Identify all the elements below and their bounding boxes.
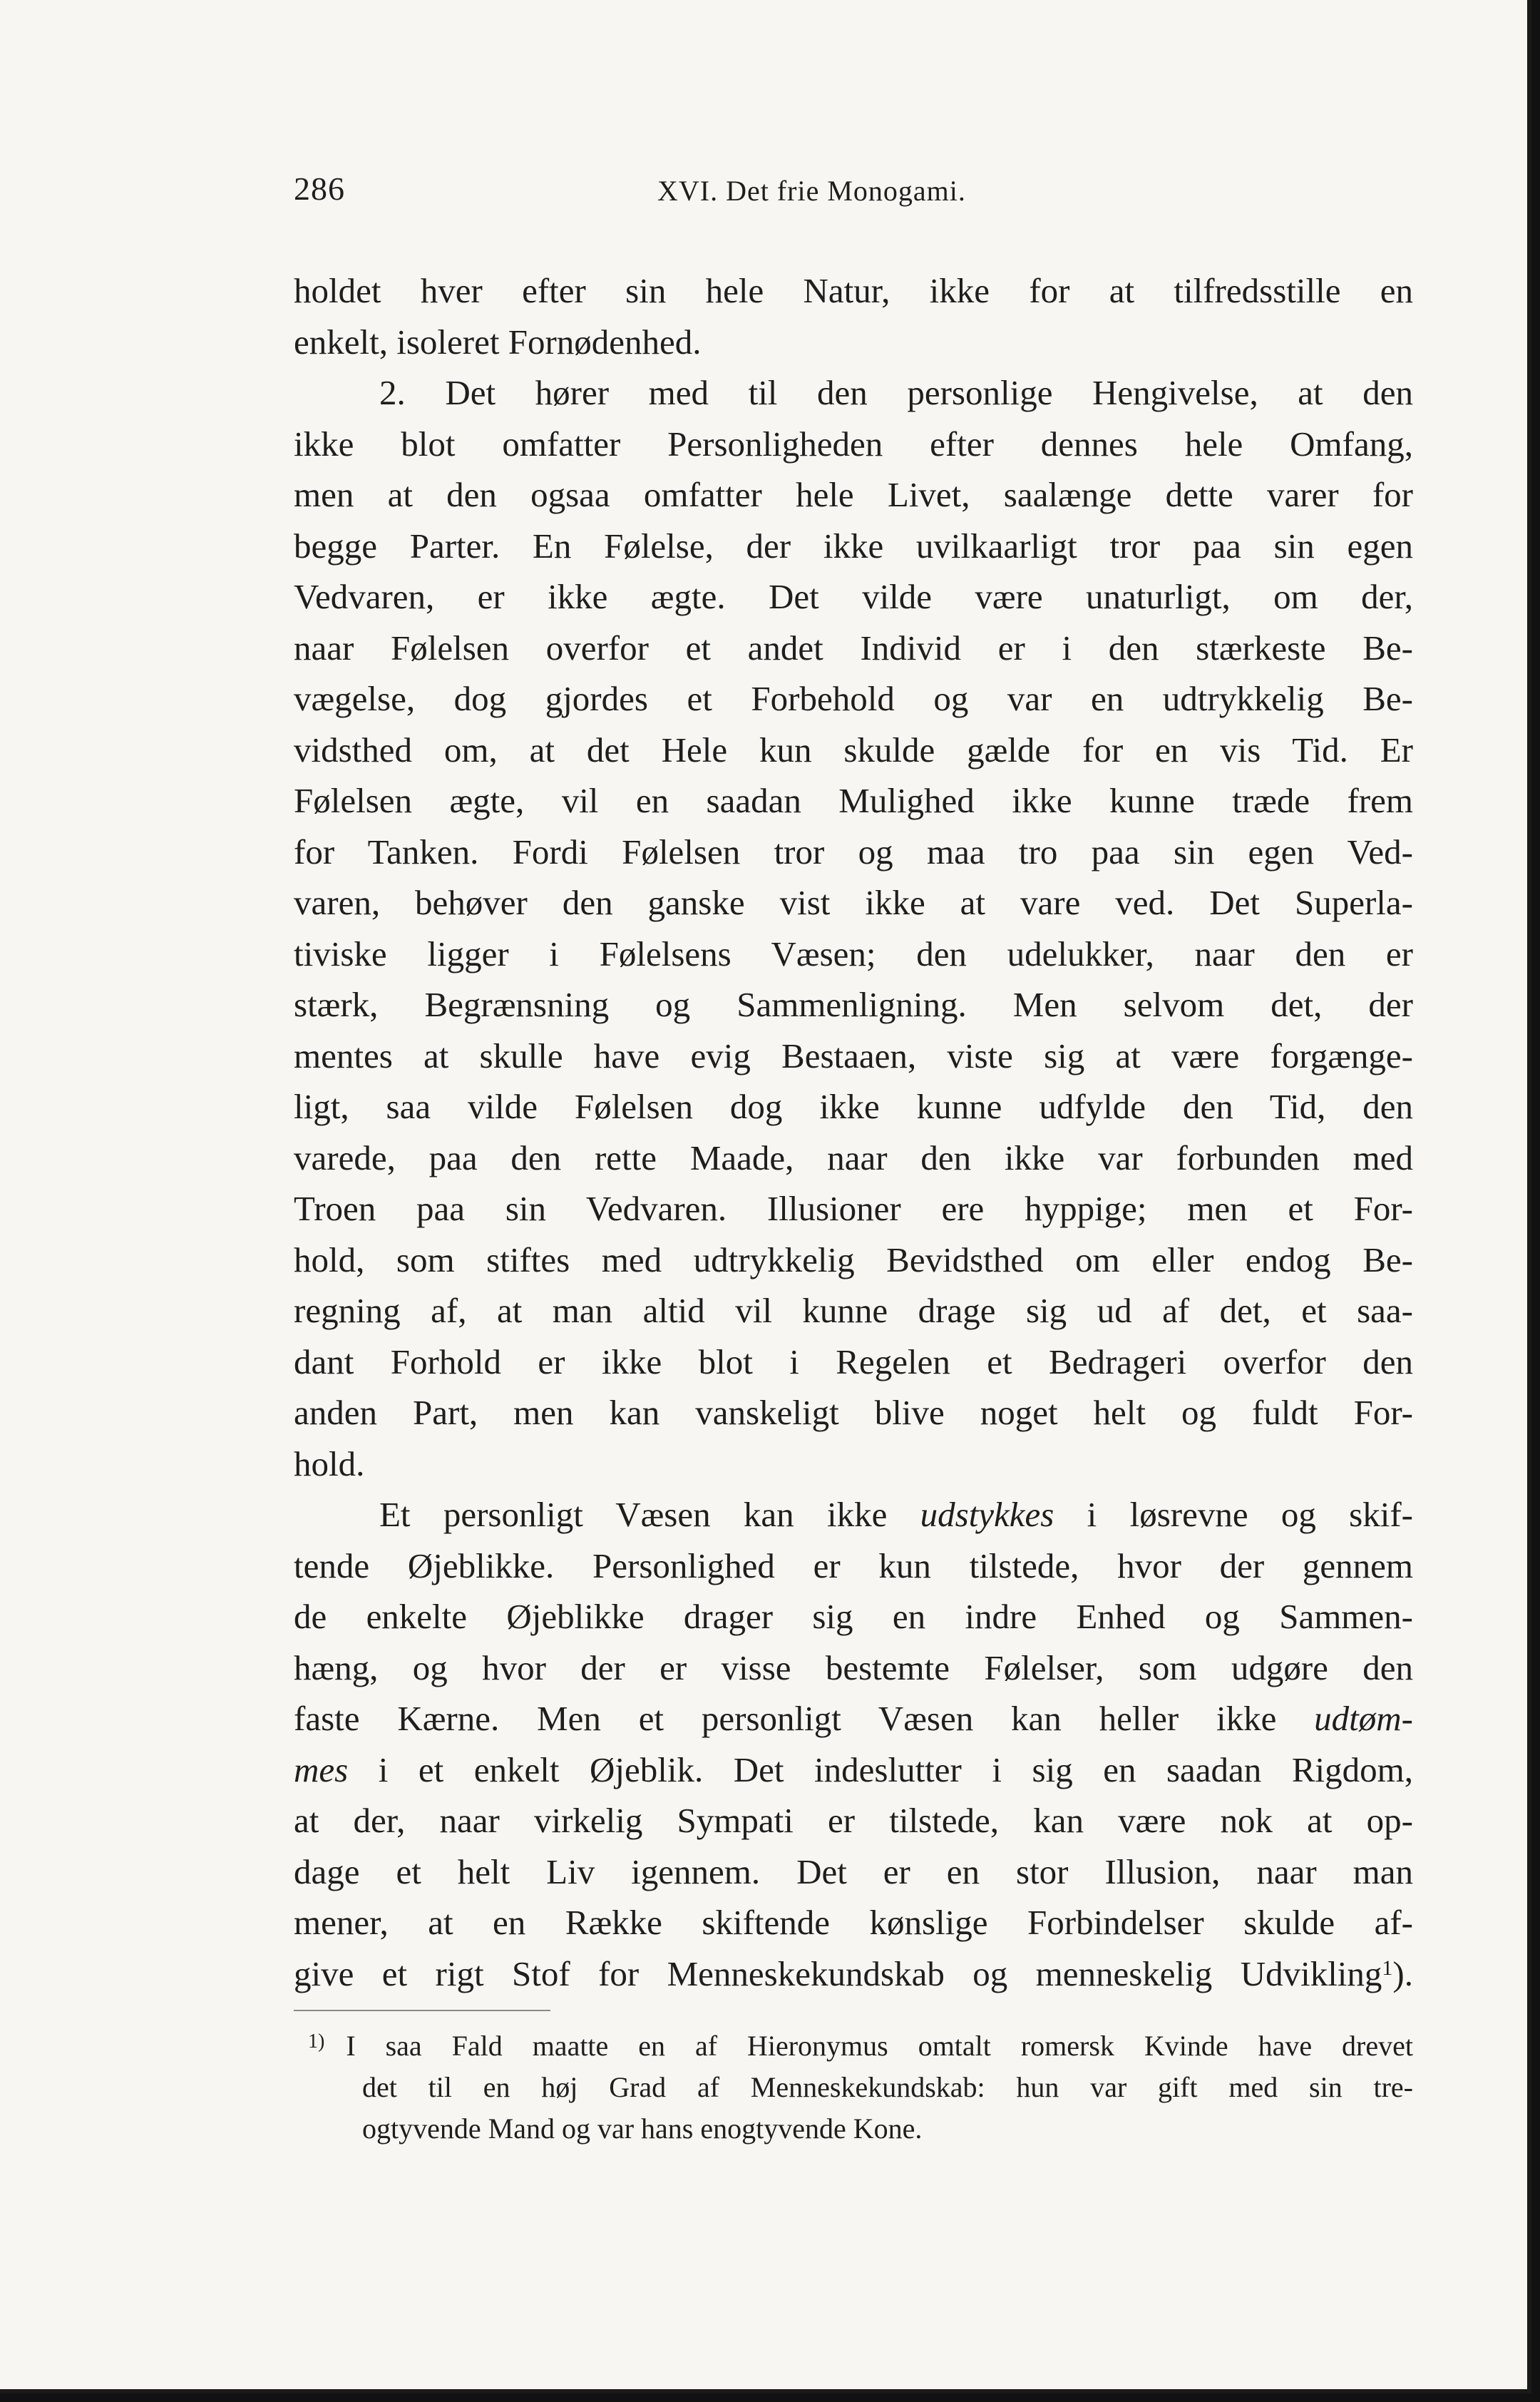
text-line: Troen paa sin Vedvaren. Illusioner ere hyppige; men et For- (294, 1189, 1413, 1228)
text-line: Følelsen ægte, vil en saadan Mulighed ikke kunne træde frem (294, 781, 1413, 820)
italic-word: mes (294, 1749, 349, 1789)
footnote (308, 2025, 1413, 2150)
text-line: regning af, at man altid vil kunne drage sig ud af det, et saa- (294, 1291, 1413, 1330)
text-line: enkelt, isoleret Fornødenhed. (294, 322, 702, 362)
text-line: holdet hver efter sin hele Natur, ikke for at tilfredsstille en (294, 271, 1413, 310)
page-number: 286 (294, 170, 345, 207)
text-line: de enkelte Øjeblikke drager sig en indre Enhed og Sammen- (294, 1597, 1413, 1636)
text-line: tiviske ligger i Følelsens Væsen; den udelukker, naar den er (294, 934, 1413, 973)
text-run: give et rigt Stof for Menneskekundskab og menneskelig Udvikling (294, 1953, 1382, 1993)
text-run: i et enkelt Øjeblik. Det indeslutter i sig en saadan Rigdom, (348, 1749, 1413, 1789)
text-line: hold, som stiftes med udtrykkelig Bevidsthed om eller endog Be- (294, 1240, 1413, 1279)
text-line: 2. Det hører med til den personlige Hengivelse, at den (379, 373, 1413, 412)
footnote-line: det til en høj Grad af Menneskekundskab: hun var gift med sin tre- (362, 2071, 1413, 2103)
text-line: at der, naar virkelig Sympati er tilstede, kan være nok at op- (294, 1801, 1413, 1840)
text-line: mener, at en Række skiftende kønslige Forbindelser skulde af- (294, 1903, 1413, 1942)
italic-word: udstykkes (920, 1495, 1054, 1534)
text-line: mentes at skulle have evig Bestaaen, viste sig at være forgænge- (294, 1036, 1413, 1075)
text-line: anden Part, men kan vanskeligt blive noget helt og fuldt For- (294, 1393, 1413, 1432)
italic-word: udtøm- (1314, 1699, 1413, 1738)
text-line: tende Øjeblikke. Personlighed er kun tilstede, hvor der gennem (294, 1545, 1413, 1585)
text-run: i løsrevne og skif- (1054, 1495, 1413, 1534)
text-line: men at den ogsaa omfatter hele Livet, saalænge dette varer for (294, 475, 1413, 514)
text-line: varen, behøver den ganske vist ikke at vare ved. Det Superla- (294, 883, 1413, 922)
text-run: faste Kærne. Men et personligt Væsen kan heller ikke (294, 1699, 1315, 1738)
text-line (294, 1693, 1413, 1744)
text-line: ikke blot omfatter Personligheden efter dennes hele Omfang, (294, 424, 1413, 464)
footnote-reference: 1 (1382, 1956, 1393, 1980)
text-line: dage et helt Liv igennem. Det er en stor Illusion, naar man (294, 1851, 1413, 1891)
footnote-line (308, 2025, 1413, 2067)
text-run: I saa Fald maatte en af Hieronymus omtalt romersk Kvinde have drevet (346, 2030, 1413, 2062)
text-line: vidsthed om, at det Hele kun skulde gælde for en vis Tid. Er (294, 730, 1413, 770)
text-line: Vedvaren, er ikke ægte. Det vilde være unaturligt, om der, (294, 577, 1413, 616)
text-run: Et personligt Væsen kan ikke (379, 1495, 920, 1534)
text-line: stærk, Begrænsning og Sammenligning. Men selvom det, der (294, 985, 1413, 1024)
text-line: ligt, saa vilde Følelsen dog ikke kunne udfylde den Tid, den (294, 1087, 1413, 1126)
text-line: vægelse, dog gjordes et Forbehold og var en udtrykkelig Be- (294, 679, 1413, 718)
running-head (294, 170, 1413, 220)
text-line: naar Følelsen overfor et andet Individ er i den stærkeste Be- (294, 628, 1413, 668)
running-title: XVI. Det frie Monogami. (657, 175, 966, 207)
text-line: begge Parter. En Følelse, der ikke uvilkaarligt tror paa sin egen (294, 526, 1413, 566)
body-text (294, 265, 1413, 1999)
text-line: dant Forhold er ikke blot i Regelen et Bedrageri overfor den (294, 1341, 1413, 1381)
text-line: hæng, og hvor der er visse bestemte Følelser, som udgøre den (294, 1647, 1413, 1687)
text-line (294, 1948, 1413, 2000)
footnote-rule (294, 2010, 550, 2011)
text-line (294, 1489, 1413, 1540)
text-run: ). (1392, 1953, 1413, 1993)
footnote-marker: 1) (308, 2030, 325, 2053)
text-line: varede, paa den rette Maade, naar den ikke var forbunden med (294, 1138, 1413, 1177)
text-line (294, 1744, 1413, 1796)
text-line: hold. (294, 1443, 365, 1483)
footnote-line: ogtyvende Mand og var hans enogtyvende Kone. (362, 2112, 923, 2145)
text-line: for Tanken. Fordi Følelsen tror og maa tro paa sin egen Ved- (294, 832, 1413, 872)
